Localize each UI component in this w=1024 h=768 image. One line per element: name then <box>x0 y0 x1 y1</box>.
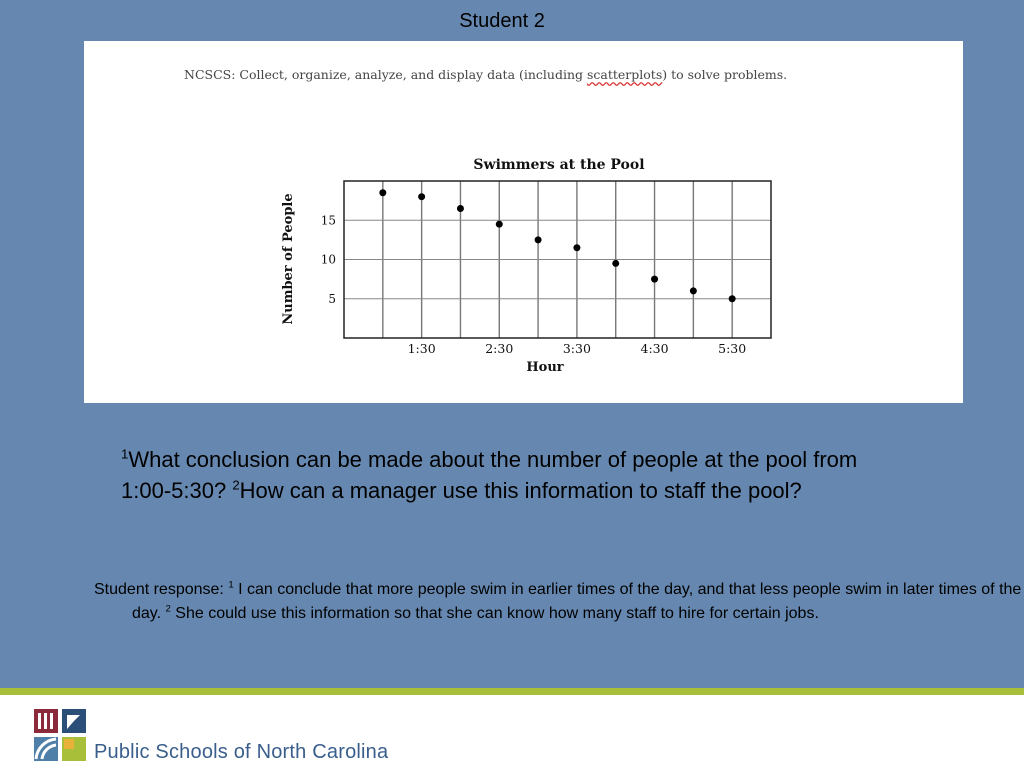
y-tick-label: 5 <box>328 291 336 306</box>
y-axis-label: Number of People <box>281 193 296 325</box>
chart-title: Swimmers at the Pool <box>473 157 645 173</box>
x-tick-label: 5:30 <box>718 341 747 356</box>
question-text <box>121 444 901 506</box>
x-tick-labels <box>408 341 747 356</box>
x-tick-label: 4:30 <box>640 341 669 356</box>
y-tick-label: 10 <box>320 252 336 267</box>
response-part-2: She could use this information so that she can know how many staff to hire for certain jobs. <box>170 605 819 622</box>
data-point <box>573 244 580 251</box>
question-part-1: What conclusion can be made about the number of people at the pool from 1:00-5:30? <box>121 447 858 503</box>
slide-title: Student 2 <box>459 10 545 32</box>
data-point <box>379 189 386 196</box>
scatter-chart <box>84 41 963 403</box>
chart-grid <box>344 181 771 338</box>
data-point <box>612 260 619 267</box>
figure-panel <box>84 41 963 403</box>
data-point <box>496 221 503 228</box>
nc-schools-logo-icon <box>34 709 88 763</box>
data-point <box>418 193 425 200</box>
data-point <box>535 236 542 243</box>
y-tick-labels <box>321 213 336 306</box>
standard-suffix: ) to solve problems. <box>662 67 788 82</box>
standard-flagged-word: scatterplots <box>587 67 663 82</box>
response-marker-1: 1 <box>228 579 234 591</box>
x-tick-label: 1:30 <box>407 341 436 356</box>
x-tick-label: 2:30 <box>485 341 514 356</box>
footer-bar <box>0 688 1024 768</box>
data-point <box>690 287 697 294</box>
standard-prefix: NCSCS: Collect, organize, analyze, and display data (including <box>184 67 587 82</box>
x-axis-label: Hour <box>526 360 564 375</box>
response-label: Student response: <box>94 581 229 598</box>
question-marker-2: 2 <box>232 477 240 493</box>
response-marker-2: 2 <box>165 603 171 615</box>
data-points <box>379 189 735 302</box>
data-point <box>729 295 736 302</box>
footer-org-name: Public Schools of North Carolina <box>94 741 389 763</box>
question-part-2: How can a manager use this information to staff the pool? <box>239 478 802 503</box>
question-marker-1: 1 <box>121 446 129 462</box>
response-part-1: I can conclude that more people swim in earlier times of the day, and that less people swim in later times of the day. <box>132 581 1022 622</box>
data-point <box>651 276 658 283</box>
student-response <box>94 578 1024 626</box>
x-tick-label: 3:30 <box>562 341 591 356</box>
y-tick-label: 15 <box>320 213 336 228</box>
data-point <box>457 205 464 212</box>
